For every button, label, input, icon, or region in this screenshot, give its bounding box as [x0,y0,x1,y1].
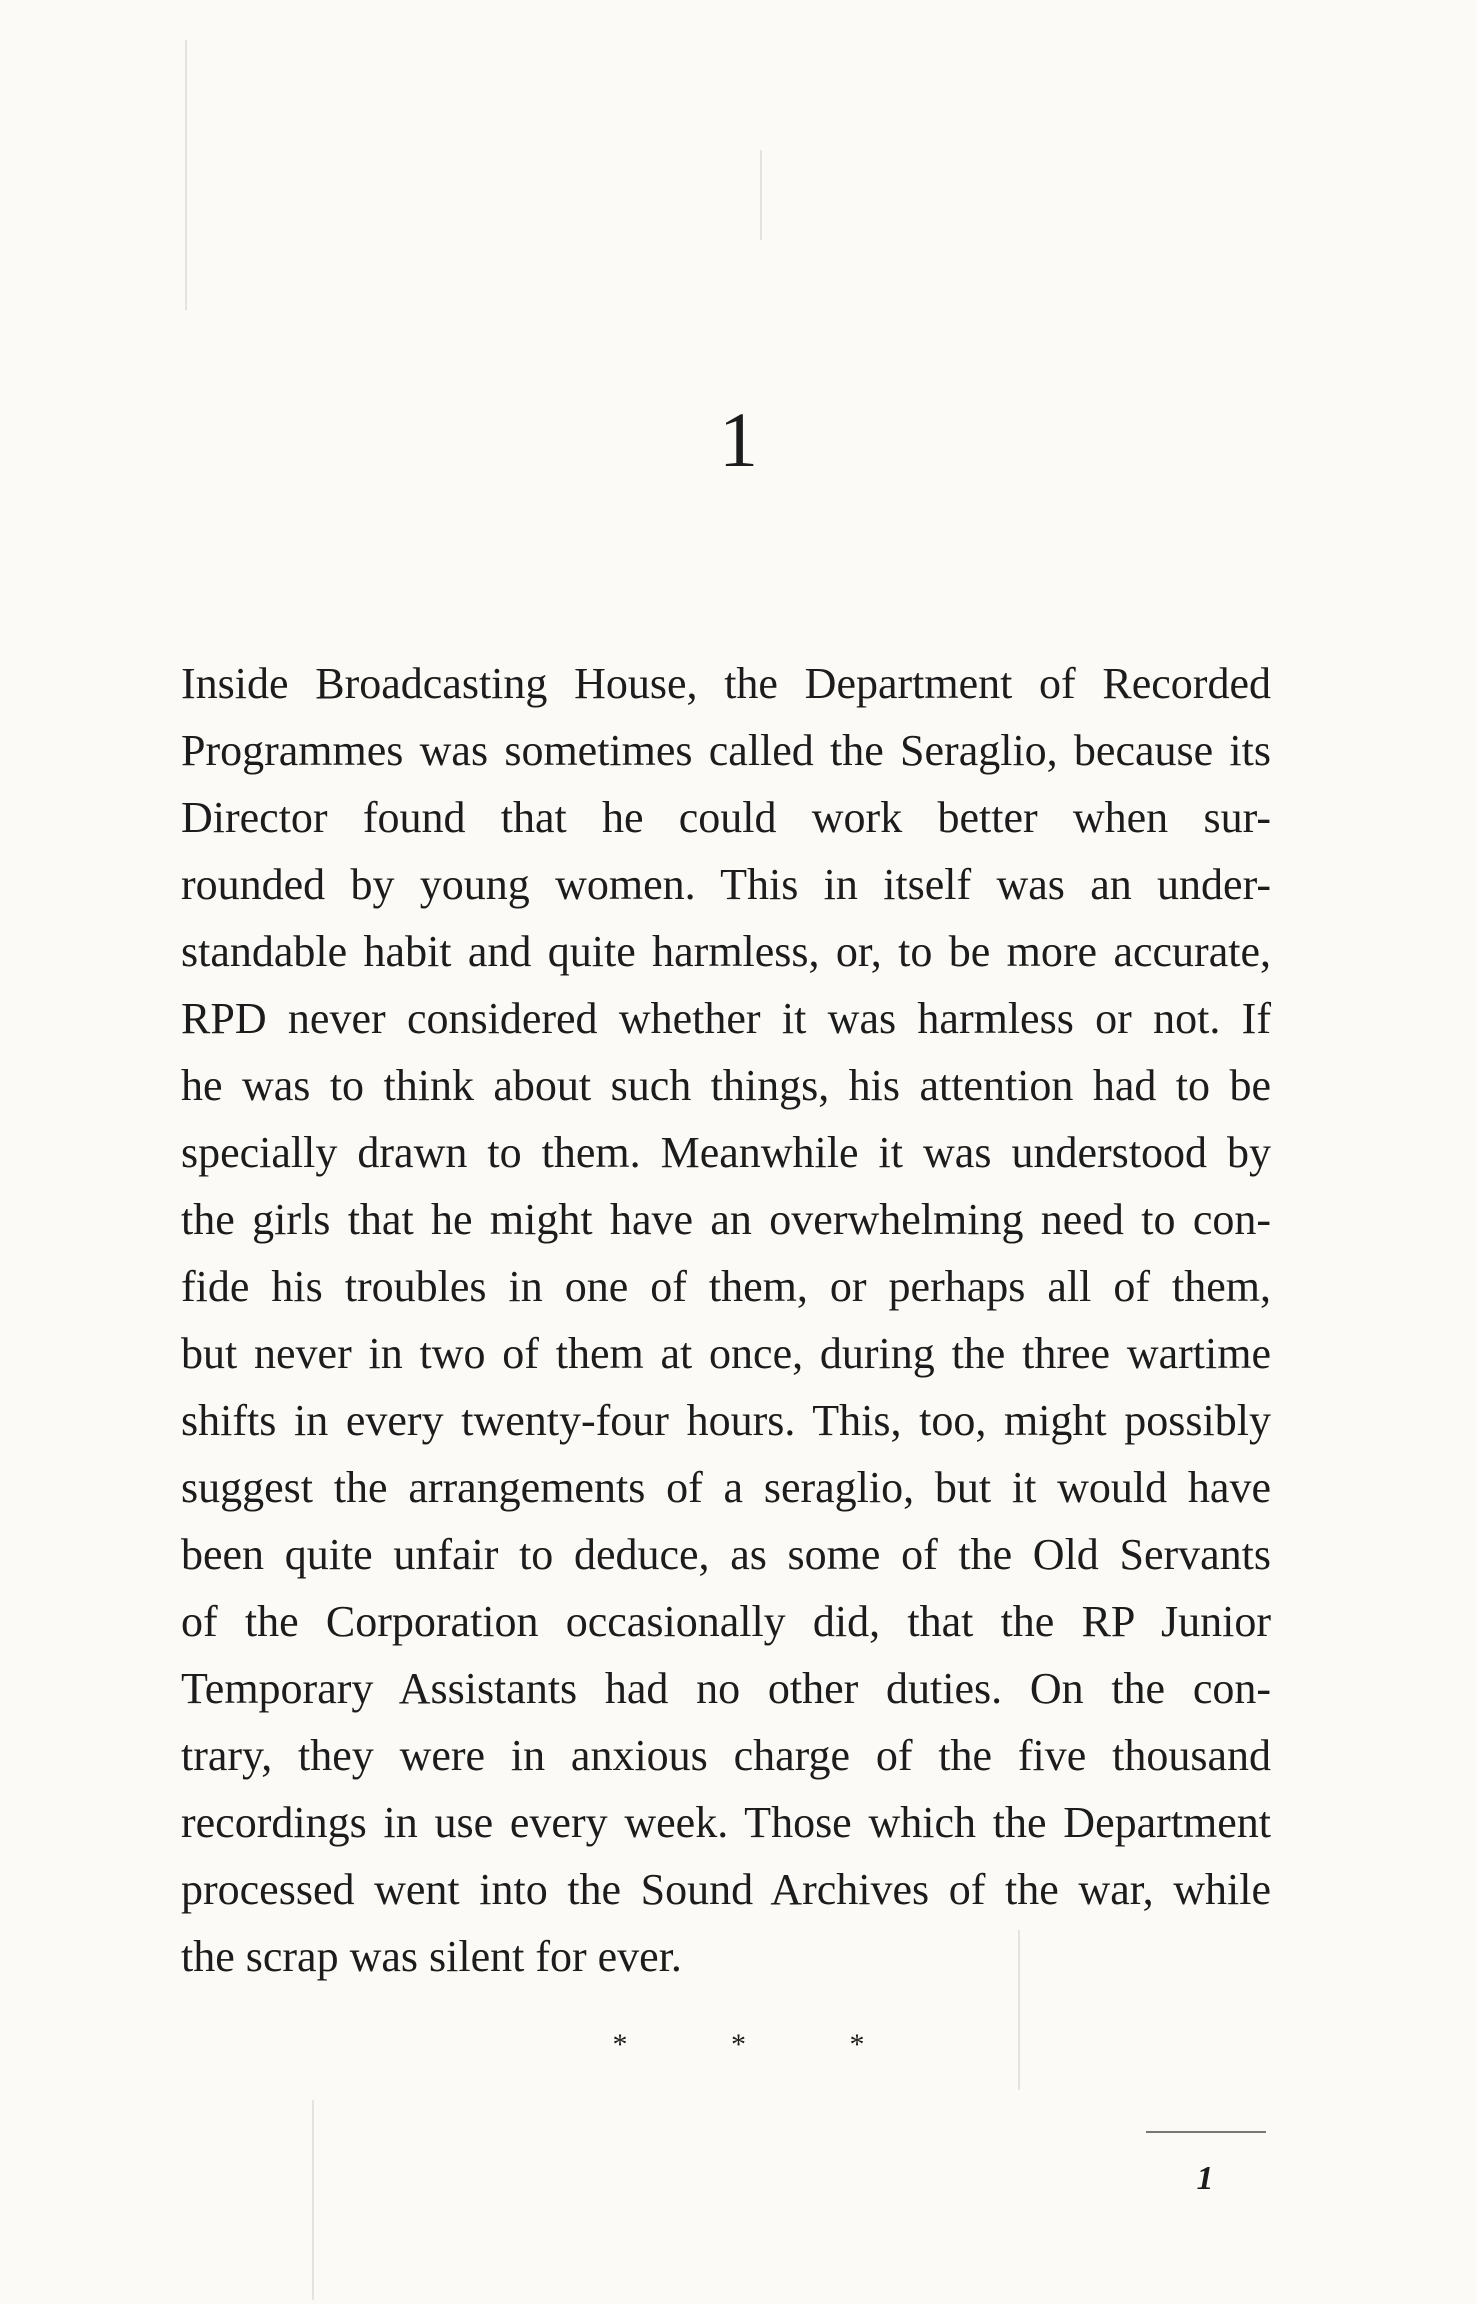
text-line: RPD never considered whether it was harmless or not. If [181,994,1271,1043]
chapter-body-text [181,650,1271,1990]
text-line: standable habit and quite harmless, or, to be more accurate, [181,927,1271,976]
text-line: trary, they were in anxious charge of the five thousand [181,1731,1271,1780]
section-break-star: * [612,2028,628,2061]
paper-mark [312,2100,314,2300]
text-line: recordings in use every week. Those which the Department [181,1798,1271,1847]
text-line: processed went into the Sound Archives of the war, while [181,1865,1271,1914]
text-line: suggest the arrangements of a seraglio, but it would have [181,1463,1271,1512]
text-line: shifts in every twenty-four hours. This, too, might possibly [181,1396,1271,1445]
text-line: specially drawn to them. Meanwhile it was understood by [181,1128,1271,1177]
chapter-number: 1 [719,396,758,483]
section-break-star: * [731,2028,746,2061]
text-line: the scrap was silent for ever. [181,1932,682,1981]
text-line: but never in two of them at once, during the three wartime [181,1329,1271,1378]
text-line: Programmes was sometimes called the Seraglio, because its [181,726,1271,775]
text-line: he was to think about such things, his attention had to be [181,1061,1271,1110]
text-line: of the Corporation occasionally did, that the RP Junior [181,1597,1271,1646]
text-line: the girls that he might have an overwhelming need to con- [181,1195,1271,1244]
paper-mark [760,150,762,240]
text-line: Inside Broadcasting House, the Department of Recorded [181,659,1271,708]
paper-mark [185,40,187,310]
section-break [0,2028,1477,2062]
text-line: Temporary Assistants had no other duties. On the con- [181,1664,1271,1713]
page-number: 1 [1196,2160,1214,2197]
text-line: been quite unfair to deduce, as some of the Old Servants [181,1530,1271,1579]
text-line: fide his troubles in one of them, or perhaps all of them, [181,1262,1271,1311]
section-break-star: * [849,2028,865,2061]
footer-rule [1146,2131,1266,2133]
text-line: Director found that he could work better when sur- [181,793,1271,842]
text-line: rounded by young women. This in itself was an under- [181,860,1271,909]
